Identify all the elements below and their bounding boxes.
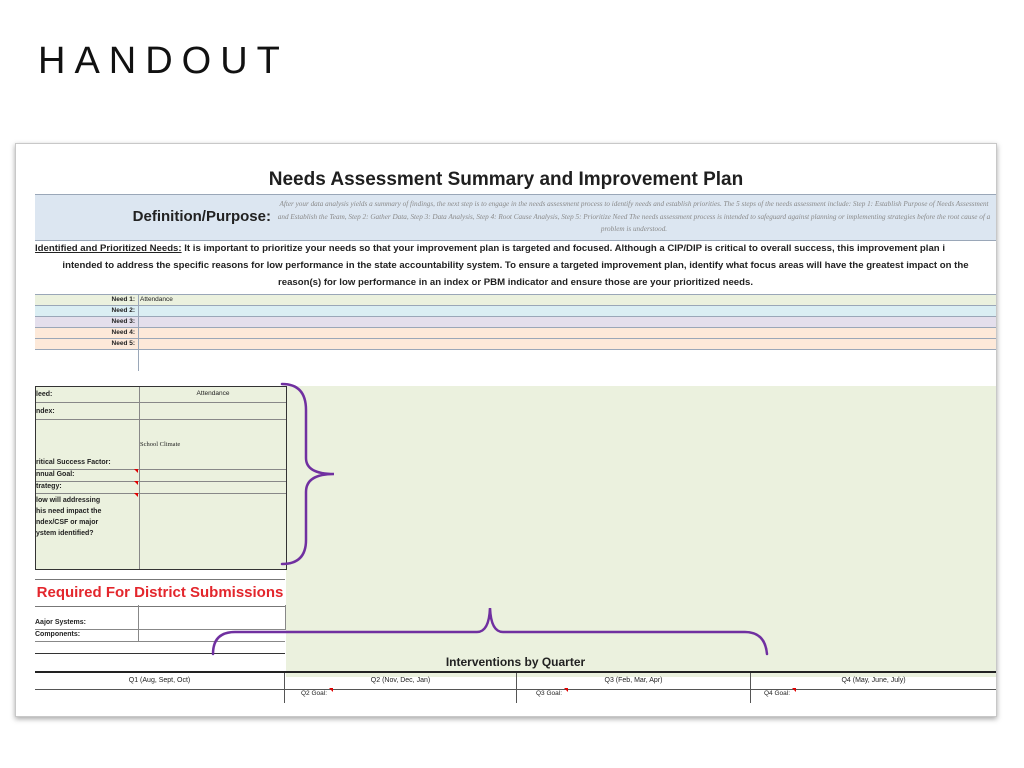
quarter-header-row <box>35 671 996 690</box>
need-divider <box>138 317 139 327</box>
table-divider <box>138 605 139 641</box>
prioritized-needs-text <box>35 240 996 292</box>
components-label: Components: <box>35 631 81 638</box>
detail-strategy-label: trategy: <box>36 483 62 490</box>
comment-indicator <box>329 688 333 692</box>
quarter-1-header[interactable]: Q1 (Aug, Sept, Oct) <box>128 677 191 684</box>
sheet-title: Needs Assessment Summary and Improvement Plan <box>268 169 744 190</box>
slide-title: HANDOUT <box>38 40 289 82</box>
comment-indicator <box>564 688 568 692</box>
detail-need-value: Attendance <box>196 390 230 397</box>
prioritized-line-2: intended to address the specific reasons for low performance in the state accountability system. To ensure a targeted improvement plan, identify what focus areas will have the greatest impact on the <box>62 260 969 271</box>
need-divider <box>138 306 139 316</box>
prioritized-line-1: It is important to prioritize your needs so that your improvement plan is targeted and focused. Although a CIP/DIP is critical to overall success, this improvement plan i <box>181 243 945 254</box>
detail-index-label: ndex: <box>36 408 55 415</box>
quarter-3-header[interactable]: Q3 (Feb, Mar, Apr) <box>604 677 663 684</box>
definition-text: After your data analysis yields a summary of findings, the next step is to engage in the needs assessment process to identify needs and establish priorities. The 5 steps of the needs assessment include: Step 1: Establish Purpose of Needs Assessment and Establish the Team, Step 2: Gather Data, Step 3: Data Analysis, Step 4: Root Cause Analysis, Step 5: Prioritize Need The needs assessment process is intended to safeguard against planning or implementing strategies before the root cause of a problem is understood. <box>277 200 991 233</box>
q4-goal-label: Q4 Goal: <box>764 690 791 697</box>
detail-csf-label: ritical Success Factor: <box>36 459 111 466</box>
prioritized-needs-heading: Identified and Prioritized Needs: <box>35 243 182 254</box>
need-row-2[interactable] <box>35 305 996 316</box>
detail-row-need[interactable] <box>36 387 286 403</box>
need-label: Need 2: <box>111 307 135 314</box>
need-label: Need 1: <box>111 296 135 303</box>
detail-row-impact[interactable] <box>36 493 286 569</box>
impact-line-2: his need impact the <box>36 508 102 515</box>
impact-line-4: ystem identified? <box>36 530 94 537</box>
need-label: Need 3: <box>111 318 135 325</box>
interventions-heading: Interventions by Quarter <box>445 655 586 669</box>
quarter-4-header[interactable]: Q4 (May, June, July) <box>841 677 906 684</box>
need-row-1[interactable] <box>35 294 996 305</box>
need-value: Attendance <box>140 296 173 303</box>
comment-indicator <box>134 481 138 485</box>
detail-need-label: leed: <box>36 391 53 398</box>
quarter-2-header[interactable]: Q2 (Nov, Dec, Jan) <box>370 677 431 684</box>
column-gridline <box>138 349 139 371</box>
need-detail-table <box>35 386 287 570</box>
comment-indicator <box>792 688 796 692</box>
need-row-5[interactable] <box>35 338 996 350</box>
detail-row-csf[interactable] <box>36 419 286 470</box>
definition-label: Definition/Purpose: <box>132 208 271 225</box>
spreadsheet-image <box>15 143 997 717</box>
need-divider <box>138 328 139 338</box>
impact-line-3: ndex/CSF or major <box>36 519 99 526</box>
need-divider <box>138 339 139 349</box>
need-row-3[interactable] <box>35 316 996 327</box>
q3-goal-label: Q3 Goal: <box>536 690 563 697</box>
detail-row-index[interactable] <box>36 402 286 420</box>
required-district-heading: Required For District Submissions <box>35 579 285 607</box>
need-label: Need 4: <box>111 329 135 336</box>
detail-csf-value: School Climate <box>140 441 181 448</box>
horizontal-brace-annotation <box>209 604 774 660</box>
impact-line-1: low will addressing <box>36 497 101 504</box>
comment-indicator <box>134 469 138 473</box>
q2-goal-label: Q2 Goal: <box>301 690 328 697</box>
detail-goal-label: nnual Goal: <box>36 471 75 478</box>
need-label: Need 5: <box>111 340 135 347</box>
need-row-4[interactable] <box>35 327 996 338</box>
major-systems-label: Aajor Systems: <box>35 619 86 626</box>
need-divider <box>138 295 139 305</box>
prioritized-line-3: reason(s) for low performance in an index or PBM indicator and ensure those are your prioritized needs. <box>278 277 753 288</box>
curly-brace-annotation <box>278 380 348 570</box>
